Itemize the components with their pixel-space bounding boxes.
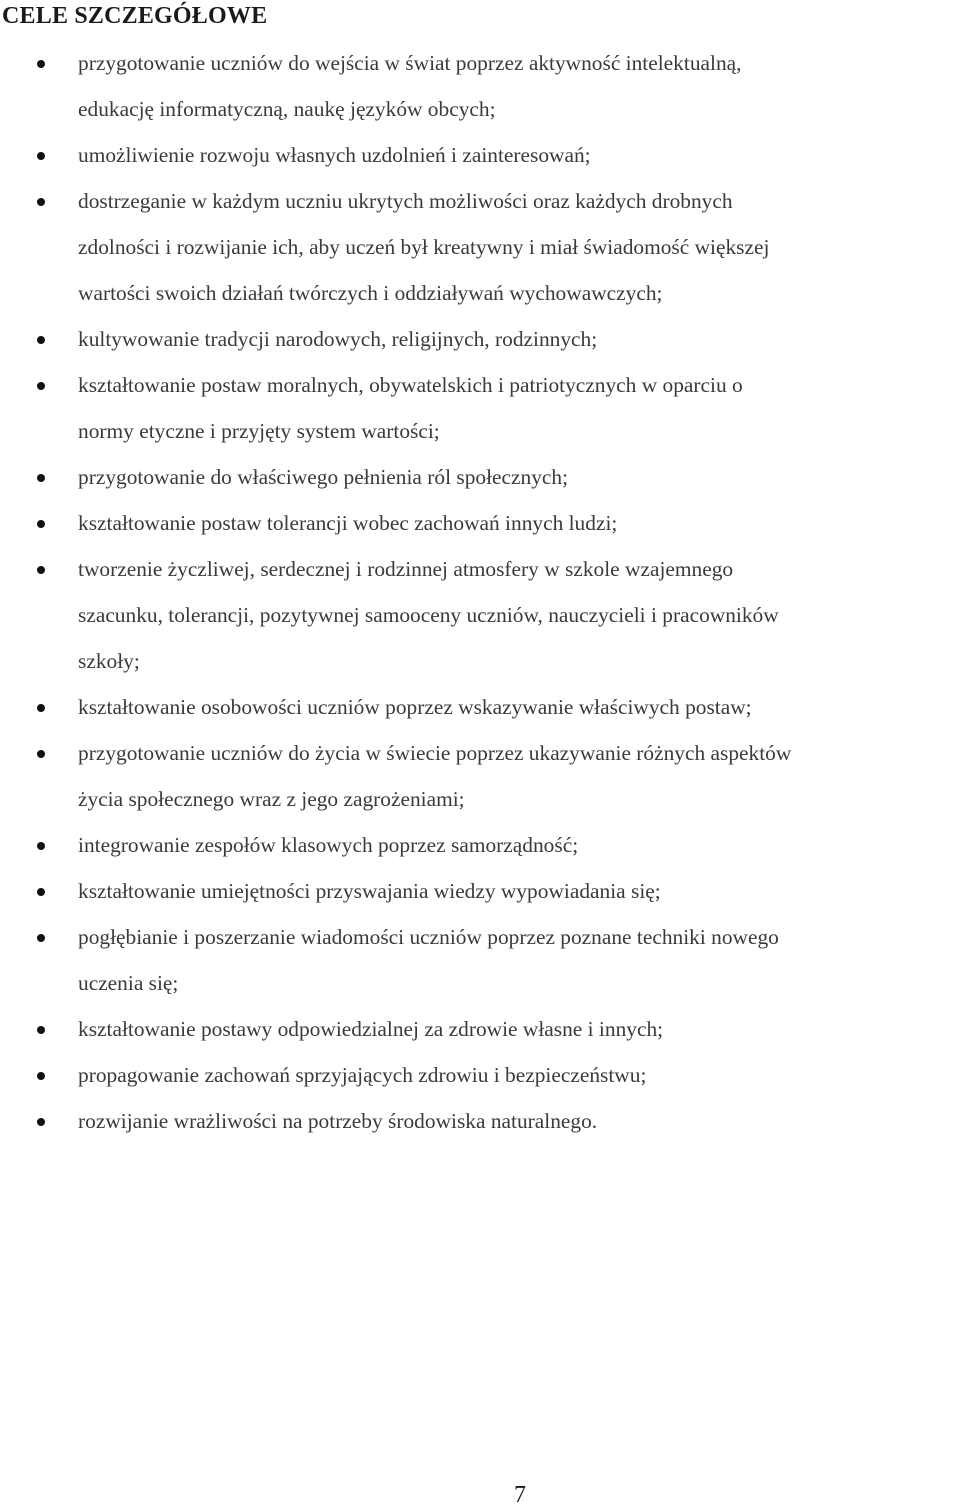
list-item-text bbox=[78, 546, 958, 684]
bullet-icon bbox=[37, 750, 45, 758]
list-item-line: dostrzeganie w każdym uczniu ukrytych możliwości oraz każdych drobnych bbox=[78, 189, 733, 213]
bullet-icon bbox=[37, 198, 45, 206]
list-item-text bbox=[78, 822, 958, 868]
list-item-line: edukację informatyczną, naukę języków obcych; bbox=[78, 97, 496, 121]
bullet-icon bbox=[37, 336, 45, 344]
list-item-line: kultywowanie tradycji narodowych, religijnych, rodzinnych; bbox=[78, 327, 598, 351]
list-item-text bbox=[78, 40, 958, 132]
page-number: 7 bbox=[514, 1482, 526, 1508]
list-item-line: kształtowanie umiejętności przyswajania wiedzy wypowiadania się; bbox=[78, 879, 661, 903]
bullet-icon bbox=[37, 1026, 45, 1034]
bullet-icon bbox=[37, 382, 45, 390]
list-item-text bbox=[78, 500, 958, 546]
list-item-line: przygotowanie uczniów do wejścia w świat poprzez aktywność intelektualną, bbox=[78, 51, 742, 75]
list-item-text bbox=[78, 362, 958, 454]
list-item-text bbox=[78, 454, 958, 500]
bullet-icon bbox=[37, 152, 45, 160]
list-item-text bbox=[78, 1052, 958, 1098]
list-item-text bbox=[78, 914, 958, 1006]
list-item-line: rozwijanie wrażliwości na potrzeby środowiska naturalnego. bbox=[78, 1109, 598, 1133]
list-item-line: integrowanie zespołów klasowych poprzez samorządność; bbox=[78, 833, 579, 857]
list-item-line: kształtowanie osobowości uczniów poprzez wskazywanie właściwych postaw; bbox=[78, 695, 752, 719]
list-item-line: wartości swoich działań twórczych i oddziaływań wychowawczych; bbox=[78, 281, 663, 305]
list-item-line: kształtowanie postawy odpowiedzialnej za zdrowie własne i innych; bbox=[78, 1017, 664, 1041]
list-item-line: tworzenie życzliwej, serdecznej i rodzinnej atmosfery w szkole wzajemnego bbox=[78, 557, 734, 581]
bullet-icon bbox=[37, 888, 45, 896]
list-item-line: pogłębianie i poszerzanie wiadomości uczniów poprzez poznane techniki nowego bbox=[78, 925, 779, 949]
bullet-icon bbox=[37, 520, 45, 528]
list-item-line: uczenia się; bbox=[78, 971, 179, 995]
list-item-line: życia społecznego wraz z jego zagrożeniami; bbox=[78, 787, 465, 811]
bullet-icon bbox=[37, 566, 45, 574]
list-item-text bbox=[78, 132, 958, 178]
list-item-text bbox=[78, 868, 958, 914]
list-item-line: propagowanie zachowań sprzyjających zdrowiu i bezpieczeństwu; bbox=[78, 1063, 647, 1087]
list-item-text bbox=[78, 1006, 958, 1052]
bullet-icon bbox=[37, 704, 45, 712]
bullet-icon bbox=[37, 1118, 45, 1126]
list-item-text bbox=[78, 730, 958, 822]
list-item-line: przygotowanie do właściwego pełnienia ról społecznych; bbox=[78, 465, 569, 489]
list-item-line: szacunku, tolerancji, pozytywnej samooceny uczniów, nauczycieli i pracowników bbox=[78, 603, 779, 627]
list-item-line: umożliwienie rozwoju własnych uzdolnień i zainteresowań; bbox=[78, 143, 591, 167]
list-item-line: przygotowanie uczniów do życia w świecie poprzez ukazywanie różnych aspektów bbox=[78, 741, 792, 765]
list-item-line: kształtowanie postaw tolerancji wobec zachowań innych ludzi; bbox=[78, 511, 618, 535]
list-item-text bbox=[78, 178, 958, 316]
list-item-line: normy etyczne i przyjęty system wartości; bbox=[78, 419, 440, 443]
section-heading: CELE SZCZEGÓŁOWE bbox=[2, 3, 268, 29]
bullet-icon bbox=[37, 842, 45, 850]
bullet-icon bbox=[37, 1072, 45, 1080]
bullet-icon bbox=[37, 60, 45, 68]
list-item-text bbox=[78, 1098, 958, 1144]
bullet-icon bbox=[37, 934, 45, 942]
list-item-text bbox=[78, 684, 958, 730]
bullet-icon bbox=[37, 474, 45, 482]
list-item-line: szkoły; bbox=[78, 649, 140, 673]
list-item-line: kształtowanie postaw moralnych, obywatelskich i patriotycznych w oparciu o bbox=[78, 373, 743, 397]
list-item-text bbox=[78, 316, 958, 362]
list-item-line: zdolności i rozwijanie ich, aby uczeń był kreatywny i miał świadomość większej bbox=[78, 235, 770, 259]
